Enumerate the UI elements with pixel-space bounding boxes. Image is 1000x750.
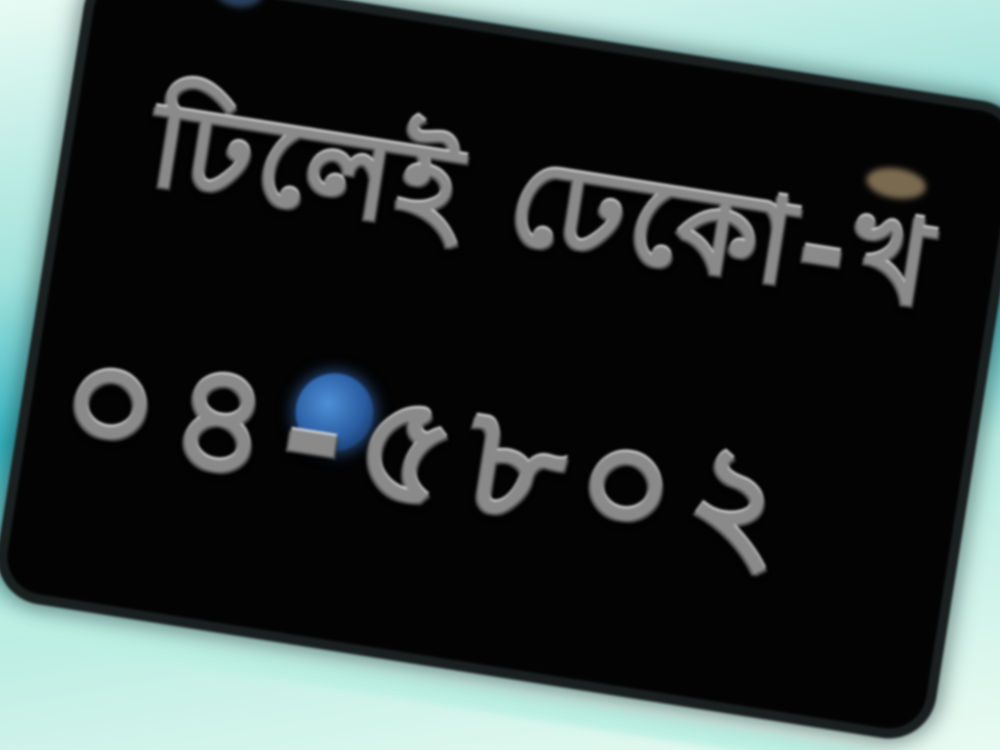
plate-line-2-number: ০৪-৫৮০২ (49, 309, 813, 599)
license-plate (2, 0, 1000, 734)
plate-line-1-registration-area: ঢিলেই ঢেকো-খ (142, 74, 947, 335)
reflection-speck (211, 0, 266, 11)
